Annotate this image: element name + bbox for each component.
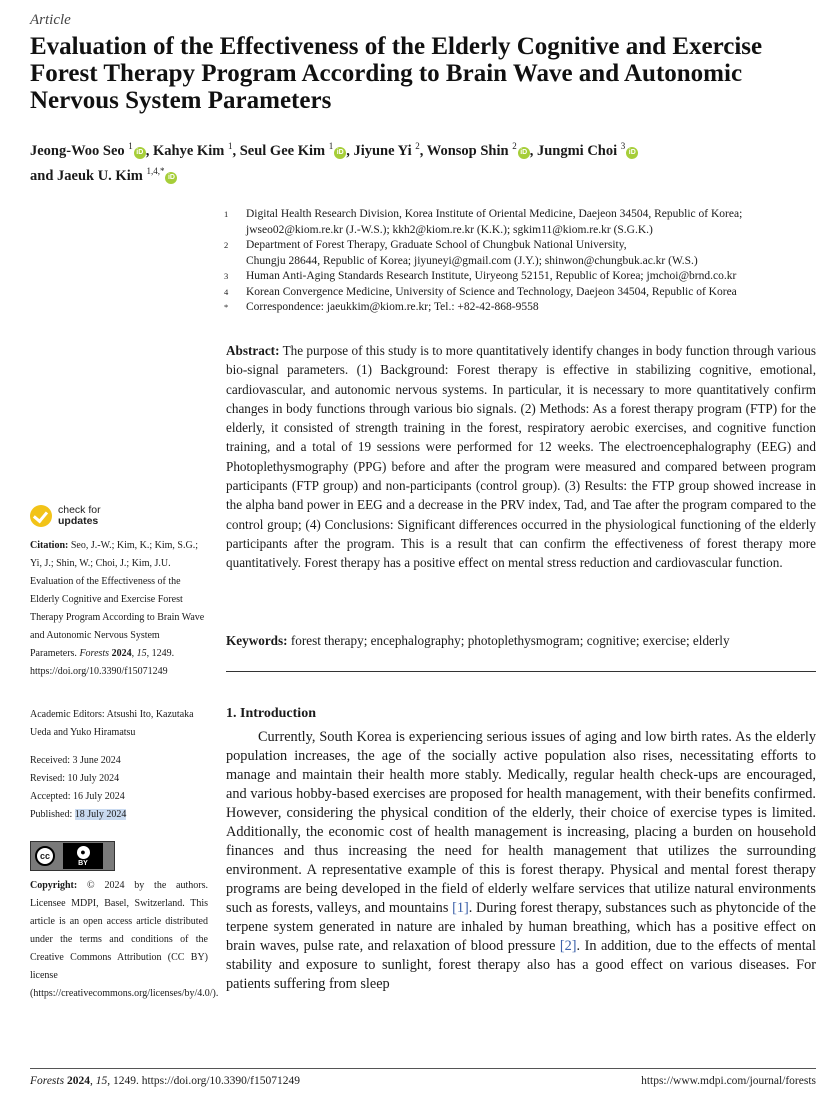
orcid-icon[interactable]: iD xyxy=(518,147,530,159)
affiliation: 3 Human Anti-Aging Standards Research Institute, Uiryeong 52151, Republic of Korea; jmchoi@brnd.co.kr xyxy=(224,270,737,282)
correspondence: * Correspondence: jaeukkim@kiom.re.kr; Tel.: +82-42-868-9558 xyxy=(224,301,539,313)
orcid-icon[interactable]: iD xyxy=(626,147,638,159)
abstract xyxy=(226,341,816,573)
author[interactable]: Kahye Kim $^1$, xyxy=(153,141,240,159)
orcid-icon[interactable]: iD xyxy=(134,147,146,159)
divider xyxy=(226,671,816,672)
affiliation: 4 Korean Convergence Medicine, University of Science and Technology, Daejeon 34504, Republic of Korea xyxy=(224,285,737,298)
intro-paragraph: Currently, South Korea is experiencing serious issues of aging and low birth rates. As the elderly population increases, the age of the socially active population also rises, necessitating efforts to manage and maintain their health more stably. Medically, regular health check-ups are encouraged, and various hobby-based exercises are proposed for health management, with their benefits confirmed. However, considering the physical condition of the elderly, their choice of exercise types is limited. Additionally, the economic cost of health management is increasing, placing a burden on household finances and thus increasing the need for health management that utilizes the surrounding environment. A representative example of this is forest therapy. Physical and mental forest therapy programs are being developed in the field of elderly welfare services that utilize natural environments such as forests, valleys, and mountains [1]. During forest therapy, substances such as phytoncide of the terpene system generated in nature are inhaled by human breathing, which has a positive effect on brain waves, pulse rate, and relaxation of blood pressure [2]. In addition, due to the effects of mental stability and exposure to sunlight, forest therapy also has a good effect on various diseases. For patients suffering from sleep xyxy=(226,729,816,992)
author-list: Jeong-Woo Seo $^1$iD , Kahye Kim $^1$, Seul Gee Kim $^1$iD , Jiyune Yi $^2$, Wonsop Shin $^2$iD , Jungmi Choi $^3$iD and Jaeuk U. Kim $^{1,4,*}$iD xyxy=(30,136,810,186)
abstract-label: Abstract: xyxy=(226,343,280,358)
journal-url-link[interactable]: https://www.mdpi.com/journal/forests xyxy=(641,1075,816,1087)
citation-link[interactable]: [1] xyxy=(452,900,469,916)
accepted-date: Accepted: 16 July 2024 xyxy=(30,791,125,802)
by-icon: ● BY xyxy=(63,843,103,869)
cc-icon: cc xyxy=(35,846,55,866)
affiliation: 2 Department of Forest Therapy, Graduate School of Chungbuk National University, Chungju 28644, Republic of Korea; jiyuneyi@gmail.com (J.Y.); shinwon@chungbuk.ac.kr (W.S.) xyxy=(224,239,698,267)
author[interactable]: Jaeuk U. Kim $^{1,4,*}$iD xyxy=(57,168,177,184)
check-for-updates-button[interactable]: check for updates xyxy=(30,505,101,527)
academic-editors: Academic Editors: Atsushi Ito, Kazutaka Ueda and Yuko Hiramatsu xyxy=(30,709,194,738)
footer-citation[interactable]: Forests 2024, 15, 1249. https://doi.org/10.3390/f15071249 xyxy=(30,1075,300,1087)
check-icon xyxy=(30,505,52,527)
dates xyxy=(30,752,208,824)
author[interactable]: Wonsop Shin $^2$iD , xyxy=(426,141,537,159)
received-date: Received: 3 June 2024 xyxy=(30,755,121,766)
orcid-icon[interactable]: iD xyxy=(165,172,177,184)
citation-link[interactable]: [2] xyxy=(559,938,577,954)
revised-date: Revised: 10 July 2024 xyxy=(30,773,120,784)
section-heading: 1. Introduction xyxy=(226,706,316,721)
affiliation: 1 Digital Health Research Division, Korea Institute of Oriental Medicine, Daejeon 34504, Republic of Korea; jwseo02@kiom.re.kr (J.-W.S.); kkh2@kiom.re.kr (K.K.); sgkim11@kiom.re.kr (S.G.K.) xyxy=(224,208,743,236)
published-date: Published: 18 July 2024 xyxy=(30,809,127,820)
article-type: Article xyxy=(30,12,71,28)
author[interactable]: Jeong-Woo Seo $^1$iD , xyxy=(30,141,154,159)
author[interactable]: Seul Gee Kim $^1$iD , xyxy=(239,141,354,159)
orcid-icon[interactable]: iD xyxy=(334,147,346,159)
author[interactable]: Jungmi Choi $^3$iD xyxy=(537,143,638,159)
copyright: Copyright: © 2024 by the authors. Licensee MDPI, Basel, Switzerland. This article is an open access article distributed under the terms and conditions of the Creative Commons Attribution (CC BY) license (https://creativecommons.org/licenses/by/4.0/). xyxy=(30,880,219,999)
affiliations xyxy=(224,207,814,316)
abstract-text: The purpose of this study is to more quantitatively identify changes in body function through various bio-signal parameters. (1) Background: Forest therapy is effective in stabilizing cognitive, emotional, cardiovascular, and autonomic nervous systems. In particular, it is necessary to more quantitatively confirm changes in body functions through various bio signals. (2) Methods: As a forest therapy program (FTP) for the elderly, it consisted of strength training in the forest, respiratory aerobic exercises, and cognitive function training, and a total of 19 sessions were performed for 12 weeks. The electroencephalography (EEG) and Photoplethysmography (PPG) before and after the program were measured and compared between program participants (FTP group) and non-participants (control group). (3) Results: the FTP group showed increase in the alpha band power in EEG and a decrease in the PRV index, Tad, and Tae after the program compared to the control group; (4) Conclusions: Significant differences occurred in the physiological functioning of the elderly participants after the program. This is a result that can confirm the effectiveness of forest therapy more quantitatively. Forest therapy has a positive effect on mental stress reduction and cardiovascular function. xyxy=(226,343,816,571)
keywords-text: forest therapy; encephalography; photoplethysmogram; cognitive; exercise; elderly xyxy=(290,633,730,648)
citation-block: Citation: Seo, J.-W.; Kim, K.; Kim, S.G.; Yi, J.; Shin, W.; Choi, J.; Kim, J.U. Evaluation of the Effectiveness of the Elderly Cognitive and Exercise Forest Therapy Program According to Brain Wave and Autonomic Nervous System Parameters. Forests 2024, 15, 1249. https://doi.org/10.3390/f15071249 xyxy=(30,540,205,677)
footer-divider xyxy=(30,1068,816,1069)
paper-title: Evaluation of the Effectiveness of the Elderly Cognitive and Exercise Forest Therapy Program According to Brain Wave and Autonomic Nervous System Parameters xyxy=(30,33,763,114)
author[interactable]: Jiyune Yi $^2$, xyxy=(353,141,427,159)
keywords xyxy=(226,631,816,650)
keywords-label: Keywords: xyxy=(226,633,288,648)
cc-by-license-badge[interactable] xyxy=(30,841,115,871)
